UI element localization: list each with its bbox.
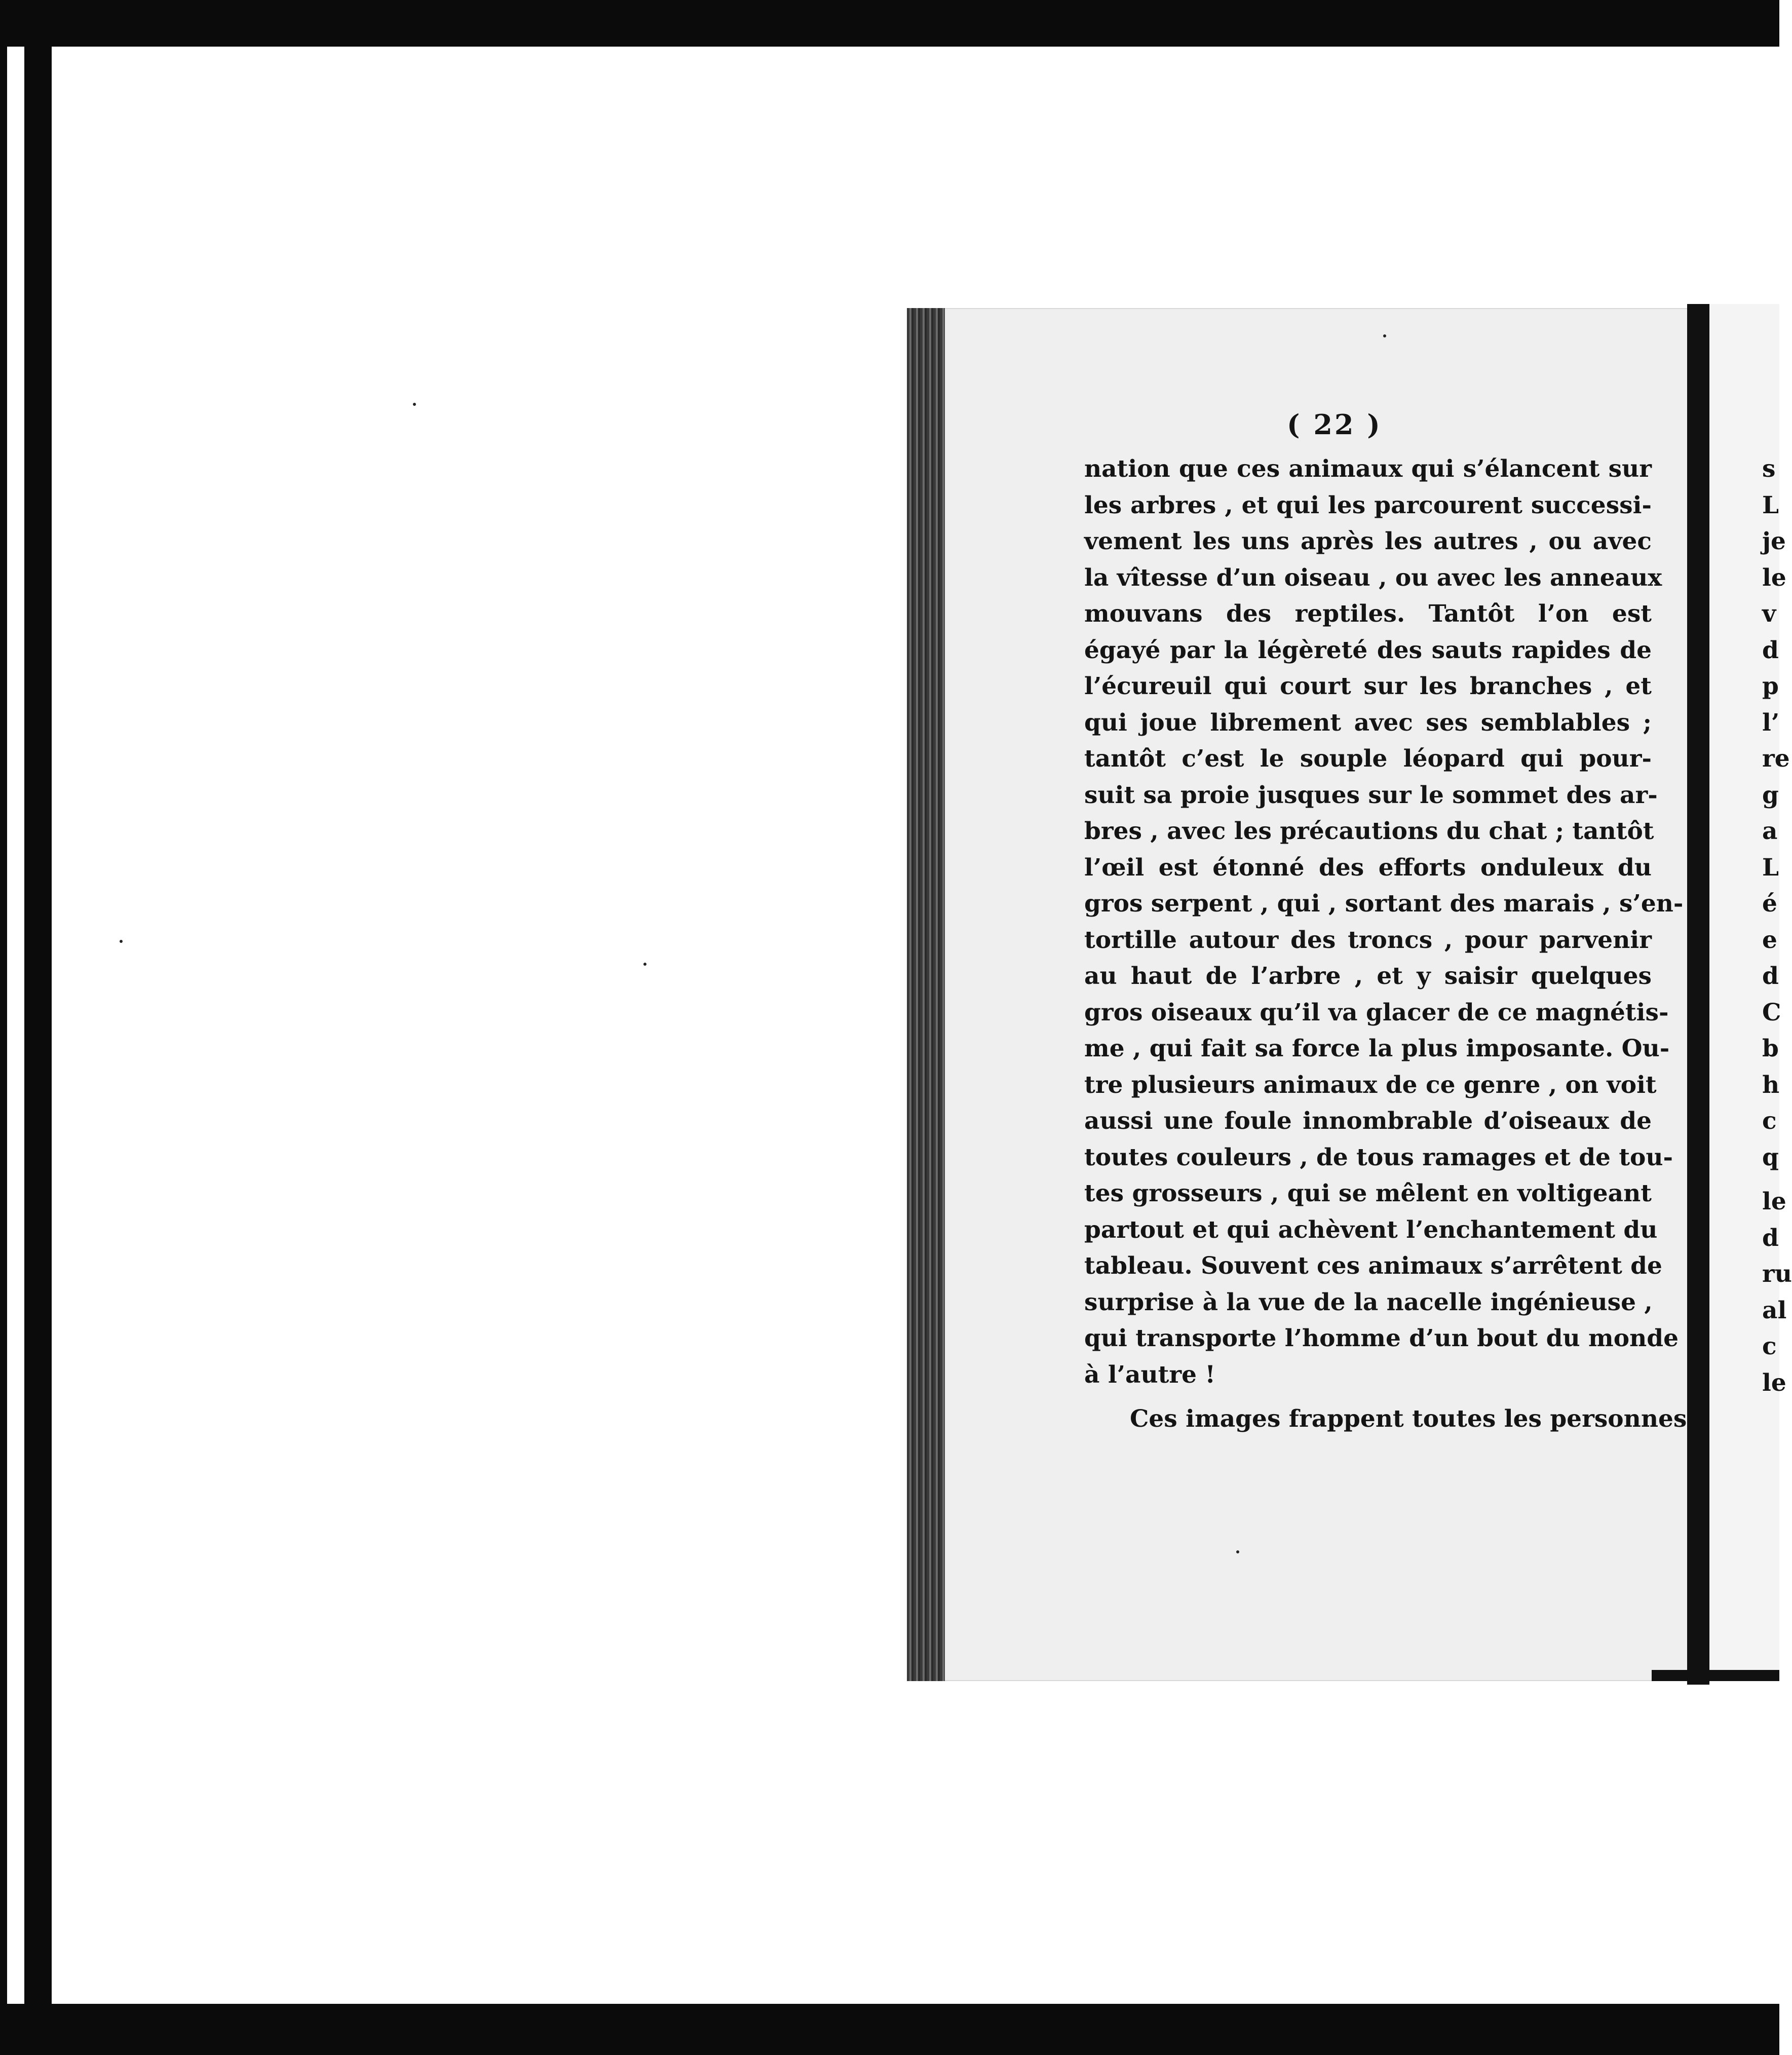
text-line: toutes couleurs , de tous ramages et de tou- <box>1084 1143 1673 1171</box>
facing-page-line-fragment: s <box>1762 455 1776 483</box>
text-line: qui transporte l’homme d’un bout du monde <box>1084 1324 1679 1352</box>
book-gutter <box>1687 304 1709 1685</box>
facing-page-line-fragment: d <box>1762 636 1779 664</box>
facing-page-line-fragment: L <box>1762 853 1779 882</box>
film-border-left <box>24 35 52 2011</box>
facing-page-line-fragment: le <box>1762 1368 1786 1397</box>
text-line: à l’autre ! <box>1084 1360 1216 1389</box>
facing-page-line-fragment: e <box>1762 926 1777 954</box>
text-line: tes grosseurs , qui se mêlent en voltigeant <box>1084 1179 1652 1207</box>
text-line: bres , avec les précautions du chat ; tantôt <box>1084 817 1654 845</box>
facing-page-line-fragment: c <box>1762 1333 1777 1360</box>
facing-page-line-fragment: a <box>1762 817 1778 845</box>
text-line: qui joue librement avec ses semblables ; <box>1084 708 1652 737</box>
text-line: tableau. Souvent ces animaux s’arrêtent de <box>1084 1252 1662 1280</box>
facing-page-line-fragment: L <box>1762 491 1779 519</box>
facing-page-line-fragment: b <box>1762 1035 1779 1062</box>
facing-page-line-fragment: d <box>1762 1224 1779 1252</box>
text-line: suit sa proie jusques sur le sommet des ar- <box>1084 781 1658 809</box>
film-border-left-edge <box>0 35 7 2011</box>
text-line: tre plusieurs animaux de ce genre , on voit <box>1084 1071 1657 1099</box>
facing-page-line-fragment: v <box>1762 600 1776 628</box>
text-line: l’écureuil qui court sur les branches , et <box>1084 672 1652 700</box>
facing-page-line-fragment: al <box>1762 1296 1787 1324</box>
facing-page-line-fragment: je <box>1762 527 1786 555</box>
text-line: Ces images frappent toutes les personnes <box>1130 1405 1687 1433</box>
facing-page-text <box>1762 451 1792 1401</box>
body-text <box>1084 451 1687 1437</box>
text-line: vement les uns après les autres , ou avec <box>1084 527 1652 555</box>
text-line: nation que ces animaux qui s’élancent sur <box>1084 455 1652 483</box>
facing-page-line-fragment: C <box>1762 998 1781 1026</box>
page-number: ( 22 ) <box>1287 408 1382 441</box>
text-line: tantôt c’est le souple léopard qui pour- <box>1084 745 1652 773</box>
dust-speck <box>413 403 416 406</box>
text-line: mouvans des reptiles. Tantôt l’on est <box>1084 600 1652 628</box>
dust-speck <box>1236 1550 1239 1553</box>
facing-page-line-fragment: le <box>1762 563 1786 592</box>
dust-speck <box>120 940 123 943</box>
text-line: aussi une foule innombrable d’oiseaux de <box>1084 1107 1652 1135</box>
text-line: égayé par la légèreté des sauts rapides de <box>1084 636 1652 664</box>
facing-page-line-fragment: re <box>1762 745 1790 773</box>
facing-page-line-fragment: é <box>1762 890 1777 918</box>
film-border-top <box>0 0 1779 47</box>
text-line: partout et qui achèvent l’enchantement du <box>1084 1215 1658 1244</box>
text-line: gros oiseaux qu’il va glacer de ce magnétis- <box>1084 998 1669 1026</box>
text-line: les arbres , et qui les parcourent successi- <box>1084 491 1652 519</box>
facing-page-line-fragment: le <box>1762 1188 1786 1215</box>
text-line: la vîtesse d’un oiseau , ou avec les anneaux <box>1084 563 1662 592</box>
facing-page-line-fragment: h <box>1762 1071 1780 1099</box>
facing-page-line-fragment: g <box>1762 781 1779 809</box>
facing-page-line-fragment: l’ <box>1762 708 1780 737</box>
dust-speck <box>1383 334 1386 337</box>
text-line: surprise à la vue de la nacelle ingénieuse , <box>1084 1288 1653 1316</box>
facing-page-line-fragment: ru <box>1762 1260 1792 1288</box>
facing-page-line-fragment: c <box>1762 1107 1777 1135</box>
film-border-bottom <box>0 2004 1779 2055</box>
text-line: gros serpent , qui , sortant des marais , s’en- <box>1084 890 1684 918</box>
dust-speck <box>643 963 646 966</box>
page-stack-edge <box>907 308 945 1681</box>
facing-page-line-fragment: p <box>1762 672 1779 700</box>
text-line: tortille autour des troncs , pour parvenir <box>1084 926 1652 954</box>
text-line: au haut de l’arbre , et y saisir quelques <box>1084 962 1652 990</box>
text-line: me , qui fait sa force la plus imposante. Ou- <box>1084 1035 1670 1062</box>
facing-page-line-fragment: d <box>1762 962 1779 990</box>
text-line: l’œil est étonné des efforts onduleux du <box>1084 853 1652 882</box>
facing-page-line-fragment: q <box>1762 1143 1779 1171</box>
page-bottom-shadow <box>1652 1670 1779 1681</box>
